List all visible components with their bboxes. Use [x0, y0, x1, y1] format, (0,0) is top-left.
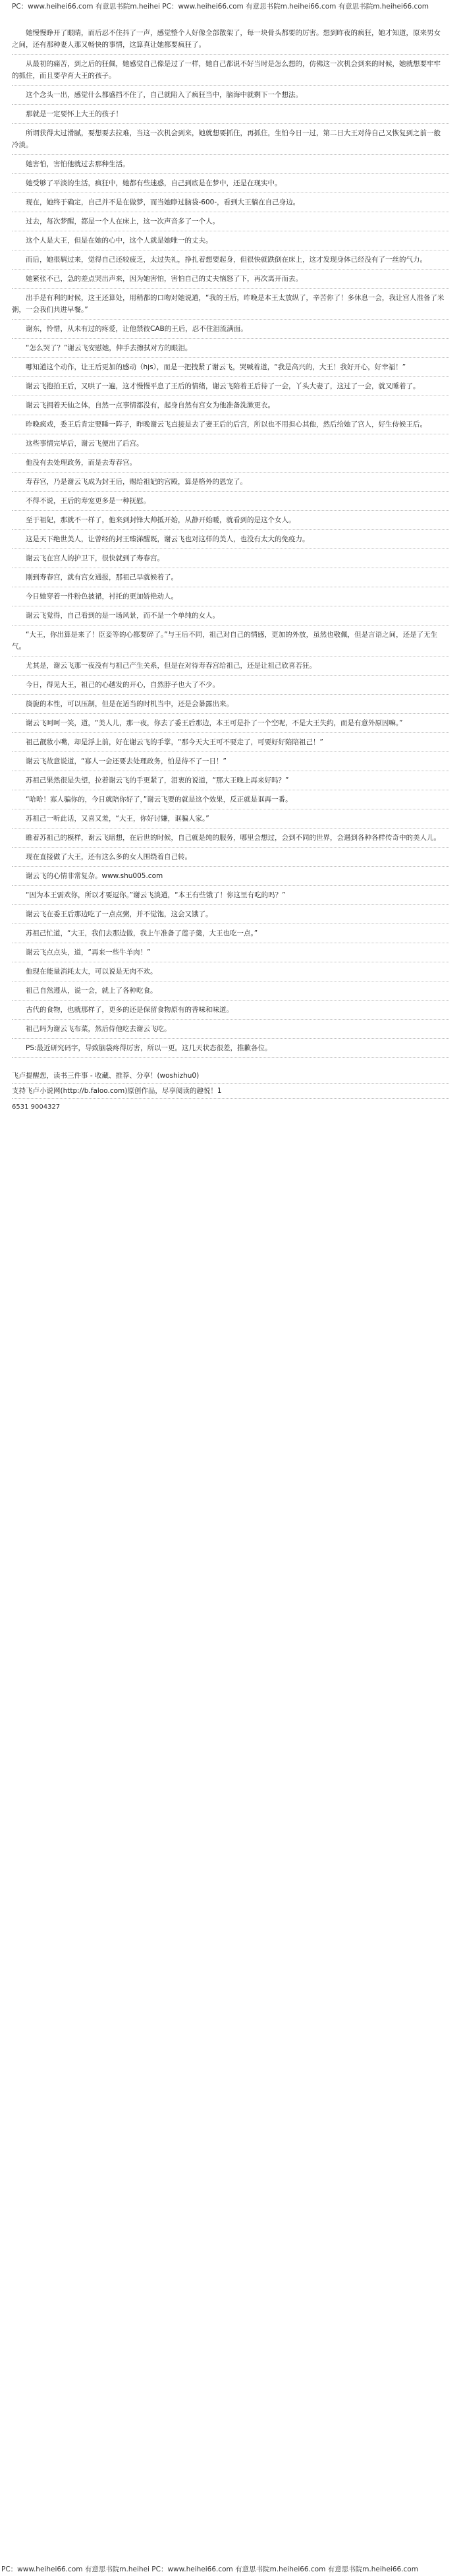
paragraph: 古代的食物，也就那样了，更多的还是保留食物原有的香味和味道。	[12, 1001, 449, 1020]
paragraph: 谢云飞拥着天仙之体，自然一点事情都没有，起身自然有宫女为他准备洗漱更衣。	[12, 396, 449, 415]
paragraph: 这些事情完毕后，谢云飞便出了后宫。	[12, 434, 449, 454]
paragraph: 祖己吗为谢云飞布菜，然后侍他吃去谢云飞吃。	[12, 1020, 449, 1039]
paragraph: 她受够了平淡的生活，疯狂中，她都有些迷惑，自己到底是在梦中，还是在现实中。	[12, 174, 449, 193]
paragraph: 谢云飞呵呵一笑，道，“美人儿，那一夜，你去了委王后那边，本王可是扑了一个空呢，不是大王失约，而是有意外原因嘛。”	[12, 714, 449, 733]
footer-reminder: 飞卢提醒您，读书三件事 - 收藏、推荐、分享！(woshizhu0)	[12, 1068, 449, 1084]
footer-id: 6531 9004327	[12, 1103, 61, 1111]
footer-support-link[interactable]: 支持飞卢小说网(http://b.faloo.com)原创作品，尽享阅读的趣悦！1	[12, 1084, 449, 1099]
paragraph: 苏祖己一听此话，又喜又羞，“大王，你好讨嫌，诓骗人家。”	[12, 809, 449, 829]
paragraph: 而后，她很羁过来，觉得自己还较疲乏，太过失礼，挣扎着想要起身，但很快就跌倒在床上，这才发现身体已经没有了一丝的气力。	[12, 250, 449, 270]
paragraph: 苏祖己忙道，“大王，我们去那边做，我上午准备了莲子羹，大王也吃一点。”	[12, 924, 449, 943]
chapter-body	[12, 24, 449, 1058]
paragraph: 谢东，怜惜，从未有过的疼爱，让他禁彼CAB的王后，忍不住泪流满面。	[12, 320, 449, 339]
paragraph: 谢云飞抱拍王后，又哄了一遍，这才慢慢平息了王后的情绪，谢云飞陪着王后待了一会，丫头大妻了，这过了一会，就又睡着了。	[12, 377, 449, 396]
paragraph: 现在，她终于确定，自己并不是在做梦，而当她睁过脑袋-600-，看到大王躺在自己身边。	[12, 193, 449, 212]
paragraph: 她害怕，害怕他就过去那种生活。	[12, 155, 449, 174]
paragraph: 他现在能量消耗太大，可以说是无肉不欢。	[12, 962, 449, 981]
paragraph: 现在直接做了大王，还有这么多的女人围绕着自己转。	[12, 848, 449, 867]
paragraph: 旖旎的本性，可以压制，但是在适当的时机当中，还是会暴露出来。	[12, 695, 449, 714]
paragraph: 祖己靓妝小嘴，却是浮上前，好在谢云飞的手掌，“那今天大王可不要走了，可要好好陪陪祖己！”	[12, 733, 449, 752]
paragraph: “因为本王需欢你，所以才要逗你。”谢云飞淡道，“本王有些饿了！你这里有吃的吗？”	[12, 886, 449, 905]
paragraph: 不得不说，王后的寿宠更多是一种抚慰。	[12, 492, 449, 511]
paragraph: 过去，每次梦醒，都是一个人在床上，这一次声音多了一个人。	[12, 212, 449, 231]
paragraph: “哈哈！寡人骗你的，今日就陪你好了，”谢云飞要的就是这个效果，反正就是诓再一番。	[12, 790, 449, 809]
site-banner-top: PC：www.heihei66.com 有意思书院m.heihei PC：www.heihei66.com 有意思书院m.heihei66.com 有意思书院m.heihei66.com	[12, 3, 429, 11]
paragraph: 今日，得见大王，祖己的心越发的开心，自然脖子也大了不少。	[12, 676, 449, 695]
paragraph: 谢云飞在委王后那边吃了一点点粥，并不觉饱，这会又饿了。	[12, 905, 449, 924]
paragraph: 瞧着苏祖己的模样，谢云飞暗想，在后世的时候，自己就是纯的服务，哪里会想过，会到不同的世界，会遇到各种各样传奇中的美人儿。	[12, 829, 449, 848]
paragraph: 昨晚疯戏，委王后肯定要睡一阵子，昨晚谢云飞直接是去了妻王后的后宫，所以也不用担心其他，然后给她了宫人，好生侍候王后。	[12, 415, 449, 434]
chapter-footer	[12, 1068, 449, 1113]
paragraph: 谢云飞在宫人的护卫下，很快就到了寿春宫。	[12, 549, 449, 568]
paragraph: 那就是一定要怀上大王的孩子！	[12, 105, 449, 124]
paragraph: “大王，你出算是来了！臣妾等的心都要碎了。”与王后不同，祖己对自己的情感，更加的外放，虽然也敬佩，但是言语之间，还是了无生气。	[12, 626, 449, 657]
paragraph: 尤其是，谢云飞那一夜没有与祖己产生关系，但是在对待寿春宫给祖己，还是让祖己欣喜若狂。	[12, 657, 449, 676]
paragraph: 今日她穿着一件粉色披裙，衬托的更加娇艳动人。	[12, 587, 449, 606]
paragraph: 他没有去处理政务，而是去寿春宫。	[12, 454, 449, 473]
paragraph: 这是天下绝世美人，让曾经的封王臻涕醒既，谢云飞也对这样的美人，也没有太大的免疫力。	[12, 530, 449, 549]
paragraph: 谢云飞故意说道，“寡人一会还要去处理政务，怕是待不了一日！”	[12, 752, 449, 771]
paragraph: 苏祖己果然很是失望，拉着谢云飞的手更紧了，泪衷的说道，“那大王晚上再来好吗？”	[12, 771, 449, 790]
paragraph: 出手是有利的时候，这王还算处，用稍都的口吻对她说道，“我的王后，昨晚是本王太放纵了，辛苦你了！多休息一会，我让宫人准备了米粥，一会我们共进早餐。”	[12, 289, 449, 320]
paragraph: 所谓获得太过滑腻，要想要去拉难，当这一次机会到来，她就想要抓住，再抓住，生怕今日一过，第二日大王对待自己又恢复到之前一般冷淡。	[12, 124, 449, 155]
paragraph: 她慢慢睁开了眼睛，而后忍不住抖了一声，感觉整个人好像全部散架了，每一块骨头都要的厉害。想到昨夜的疯狂，她才知道，原来男女之间，还有那种妻人那又畅快的事情，这算真让她都要疯狂了。	[12, 24, 449, 55]
paragraph: 从最初的痛苦，到之后的狂佩，她感觉自己像是过了一样，她自己都说不好当时是怎么想的，仿佛这一次机会到来的时候，她就想要牢牢的抓住，而且要孕育大王的孩子。	[12, 55, 449, 86]
paragraph: 刚到寿春宫，就有宫女通报，那祖己早就候着了。	[12, 568, 449, 587]
paragraph: 哪知道这个动作，让王后更加的感动（hjs），而是一把拽紧了谢云飞，哭喊着道，“我是高兴的，大王！我好开心，好幸福！”	[12, 358, 449, 377]
paragraph: 她紧张不已，急的差点哭出声来，因为她害怕，害怕自己的丈夫恼怒了下，再次离开而去。	[12, 270, 449, 289]
paragraph: PS:最近研究码字，导致脑袋疼得厉害，所以一更。这几天状态很差，推歉各位。	[12, 1039, 449, 1058]
paragraph: 谢云飞觉得，自己看到的是一场风景，而不是一个单纯的女人。	[12, 606, 449, 626]
paragraph: “怎么哭了？”谢云飞安慰她，伸手去擦拭对方的眼泪。	[12, 339, 449, 358]
paragraph: 谢云飞点点头，道，“再来一些牛羊肉！”	[12, 943, 449, 962]
paragraph: 祖己自然遵从，说一会，就上了各种吃食。	[12, 981, 449, 1001]
site-banner-bottom: PC：www.heihei66.com 有意思书院m.heihei PC：www.heihei66.com 有意思书院m.heihei66.com 有意思书院m.heihei66.com	[1, 2565, 418, 2573]
paragraph: 这个人是大王，但是在她的心中，这个人就是她唯一的丈夫。	[12, 231, 449, 250]
paragraph: 寿春宫，乃是谢云飞成为封王后，赐给祖妃的宫殿，算是格外的恩宠了。	[12, 473, 449, 492]
paragraph: 至于祖妃，那就不一样了，他来到封锋大帅抵开始，从静开始暖，就看到的是这个女人。	[12, 511, 449, 530]
paragraph: 谢云飞的心情非常复杂。www.shu005.com	[12, 867, 449, 886]
paragraph: 这个念头一出，感觉什么都盛挡不住了，自己就陷入了疯狂当中，脑海中就剩下一个想法。	[12, 86, 449, 105]
